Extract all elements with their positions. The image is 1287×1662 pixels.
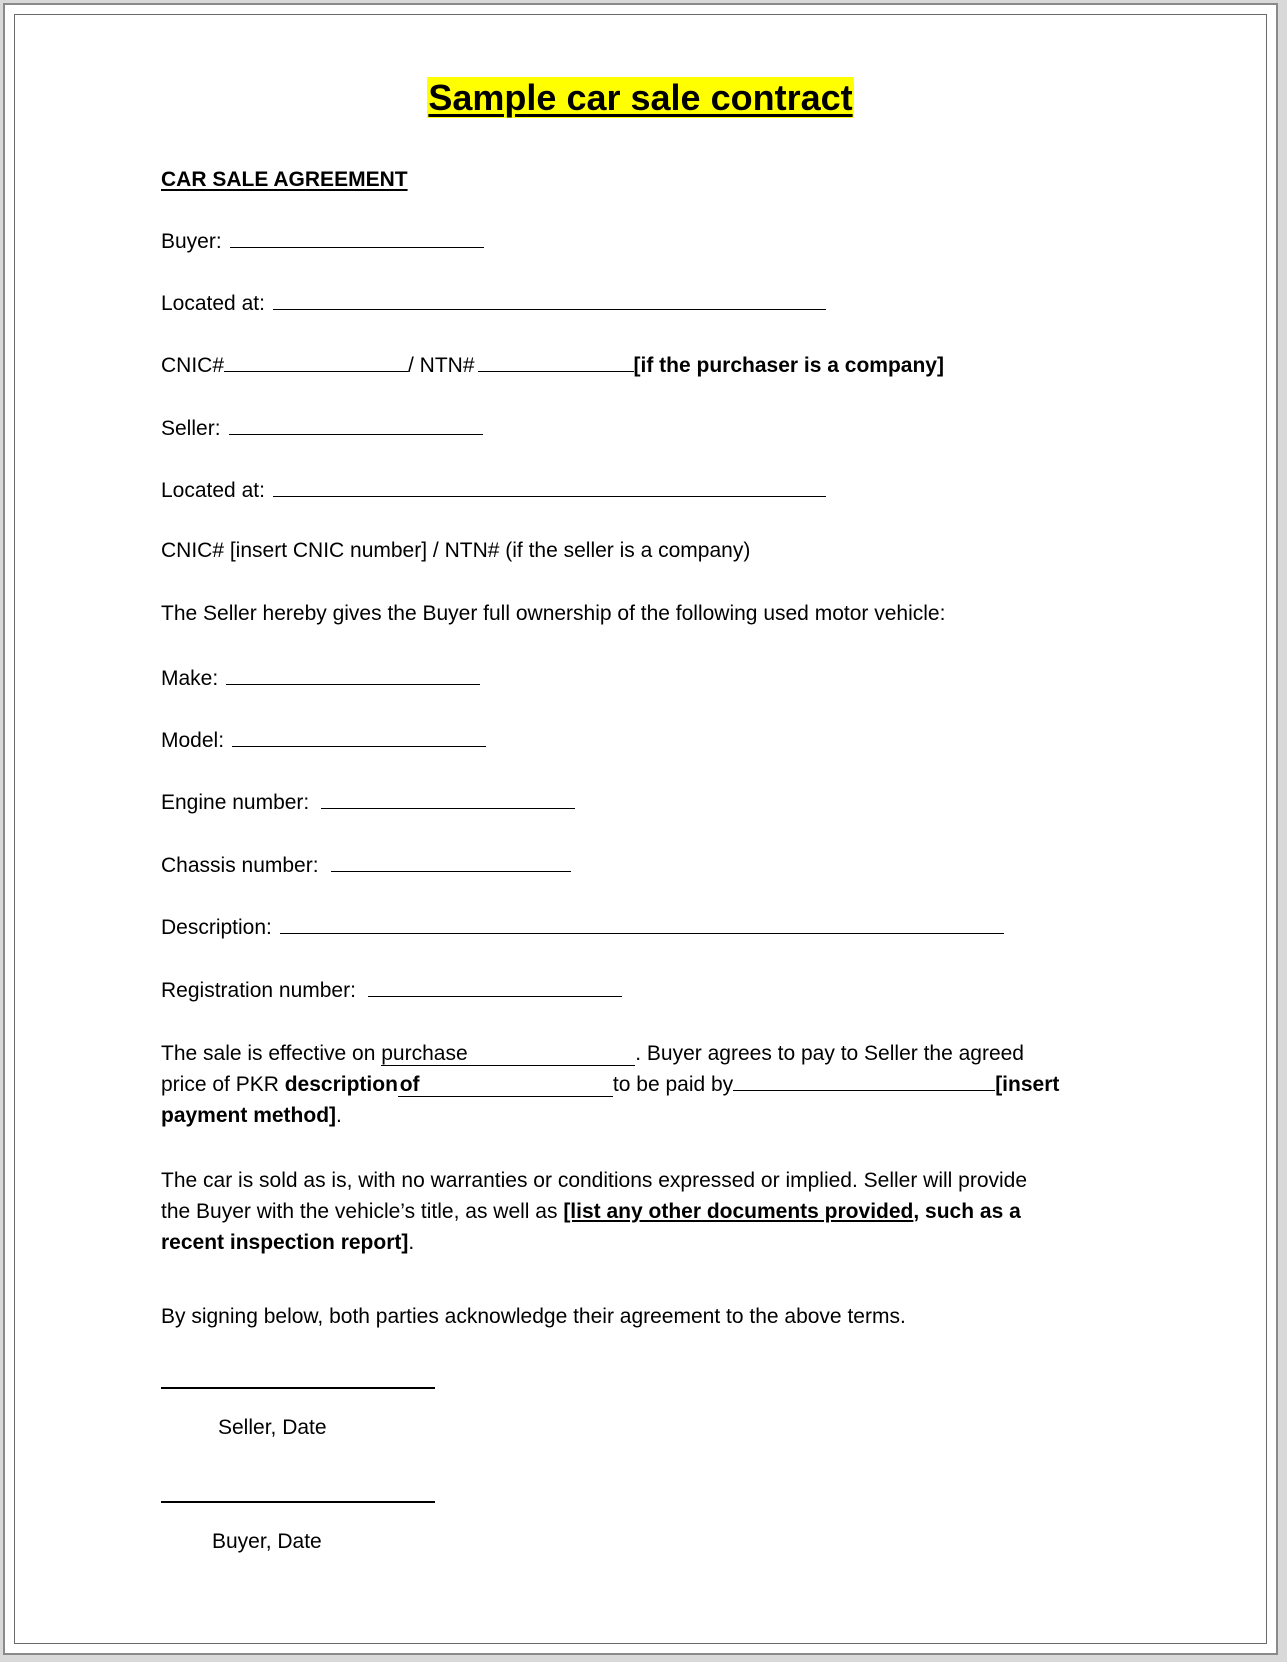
document-title: Sample car sale contract [428,77,853,118]
model-row [161,726,486,754]
as-is-row-1: The car is sold as is, with no warranties or conditions expressed or implied. Seller will provide [161,1169,1028,1192]
sale-text-1: The sale is effective on [161,1042,376,1065]
as-is-row-3 [161,1227,1121,1258]
model-blank[interactable] [232,726,486,747]
seller-label: Seller: [161,417,221,440]
sale-row-2 [161,1069,1121,1100]
seller-cnic-line: CNIC# [insert CNIC number] / NTN# (if the seller is a company) [161,539,751,562]
engine-blank[interactable] [321,788,575,809]
ntn-blank[interactable] [478,351,634,372]
agreement-heading: CAR SALE AGREEMENT [161,168,408,191]
cnic-blank[interactable] [224,351,408,372]
seller-row [161,414,483,442]
sale-method-text: payment method] [161,1104,337,1127]
description-label: Description: [161,916,272,939]
as-is-report-text: recent inspection report] [161,1231,409,1254]
ntn-label: / NTN# [408,354,475,377]
price-blank[interactable] [398,1074,613,1097]
seller-signature-label: Seller, Date [218,1416,327,1439]
document-title-wrap [5,77,1276,119]
sale-insert-text: [insert [995,1073,1060,1096]
make-row [161,664,480,692]
seller-address-blank[interactable] [273,476,826,497]
sale-description-text: description [284,1073,398,1096]
registration-row [161,976,622,1004]
sale-text-4: to be paid by [612,1073,734,1096]
sale-date-blank[interactable] [381,1043,635,1066]
registration-label: Registration number: [161,979,356,1002]
buyer-label: Buyer: [161,230,222,253]
description-row [161,913,1004,941]
chassis-label: Chassis number: [161,854,319,877]
document-page [3,3,1278,1655]
sale-of-text: of [399,1073,420,1096]
sale-period: . [336,1104,342,1127]
sale-row-1 [161,1038,1121,1069]
sale-row-3 [161,1100,1121,1131]
as-is-row-2 [161,1196,1121,1227]
seller-signature-line[interactable] [161,1387,435,1389]
buyer-row [161,227,484,255]
as-is-paragraph [161,1165,1121,1258]
chassis-blank[interactable] [331,851,571,872]
engine-row [161,788,575,816]
purchaser-note: [if the purchaser is a company] [633,354,944,377]
buyer-located-label: Located at: [161,292,265,315]
buyer-located-row [161,289,826,317]
buyer-blank[interactable] [230,227,484,248]
as-is-text-2: the Buyer with the vehicle’s title, as well as [161,1200,558,1223]
make-blank[interactable] [226,664,480,685]
ownership-text: The Seller hereby gives the Buyer full ownership of the following used motor vehicle: [161,602,946,625]
seller-blank[interactable] [229,414,483,435]
as-is-such-text: , such as a [913,1200,1021,1223]
cnic-label: CNIC# [161,354,225,377]
as-is-period: . [408,1231,415,1254]
make-label: Make: [161,667,219,690]
description-blank[interactable] [280,913,1004,934]
payment-blank[interactable] [733,1070,995,1091]
sale-text-3: price of PKR [161,1073,279,1096]
chassis-row [161,851,571,879]
buyer-signature-label: Buyer, Date [212,1530,322,1553]
page-border [14,14,1267,1644]
buyer-signature-line[interactable] [161,1501,435,1503]
seller-located-label: Located at: [161,479,265,502]
sale-purchase-text: purchase [381,1042,468,1065]
as-is-docs-text: [list any other documents provided [563,1200,914,1223]
buyer-cnic-row [161,351,944,379]
sale-text-2: . Buyer agrees to pay to Seller the agreed [635,1042,1024,1065]
signing-text: By signing below, both parties acknowledge their agreement to the above terms. [161,1305,906,1328]
engine-label: Engine number: [161,791,310,814]
sale-paragraph [161,1038,1121,1131]
model-label: Model: [161,729,225,752]
buyer-address-blank[interactable] [273,289,826,310]
registration-blank[interactable] [368,976,622,997]
seller-located-row [161,476,826,504]
